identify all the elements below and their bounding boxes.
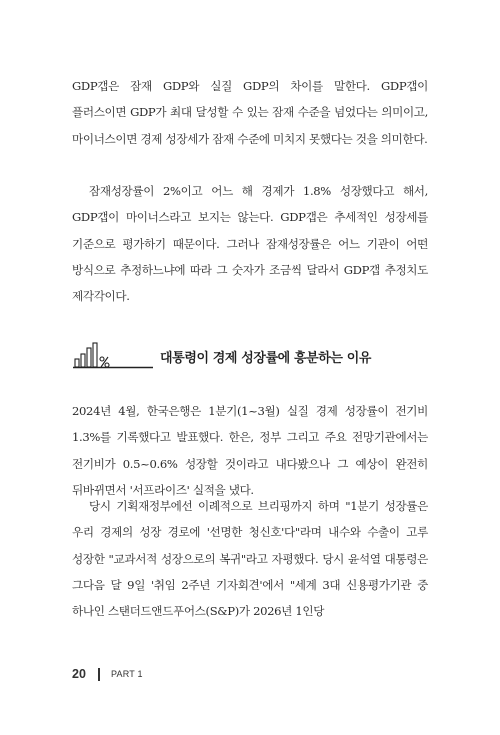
section-title: 대통령이 경제 성장률에 흥분하는 이유 [160,351,372,366]
bar-chart-percent-icon [73,340,153,370]
page-number: 20 [72,667,86,681]
paragraph-q1-growth-surprise: 2024년 4월, 한국은행은 1분기(1~3월) 실질 경제 성장률이 전기비 1.3%를 기록했다고 발표했다. 한은, 정부 그리고 주요 전망기관에서는 전기비가 0.5~0.6% 성장할 것이라고 내다봤으나 그 예상이 완전히 뒤바뀌면서 '서프라이즈' 실적을 냈다. [72,404,428,497]
paragraph-potential-growth: 잠재성장률이 2%이고 어느 해 경제가 1.8% 성장했다고 해서, GDP갭이 마이너스라고 보지는 않는다. GDP갭은 추세적인 성장세를 기준으로 평가하기 때문이다. 그러나 잠재성장률은 어느 기관이 어떤 방식으로 추정하느냐에 따라 그 숫자가 조금씩 달라서 GDP갭 추정치도 제각각이다. [72,184,428,304]
paragraph-gdp-gap-definition: GDP갭은 잠재 GDP와 실질 GDP의 차이를 말한다. GDP갭이 플러스이면 GDP가 최대 달성할 수 있는 잠재 수준을 넘었다는 의미이고, 마이너스이면 경제 성장세가 잠재 수준에 미치지 못했다는 것을 의미한다. [72,79,428,146]
paragraph-government-reaction: 당시 기획재정부에선 이례적으로 브리핑까지 하며 "1분기 성장률은 우리 경제의 성장 경로에 '선명한 청신호'다"라며 내수와 수출이 고루 성장한 "교과서적 성장으로의 복귀"라고 자평했다. 당시 윤석열 대통령은 그다음 달 9일 '취임 2주년 기자회견'에서 "세계 3대 신용평가기관 중 하나인 스탠더드앤드푸어스(S&P)가 2026년 1인당 [72,499,428,619]
footer-divider [98,668,100,681]
part-label: PART 1 [111,669,143,679]
section-heading [73,340,373,370]
